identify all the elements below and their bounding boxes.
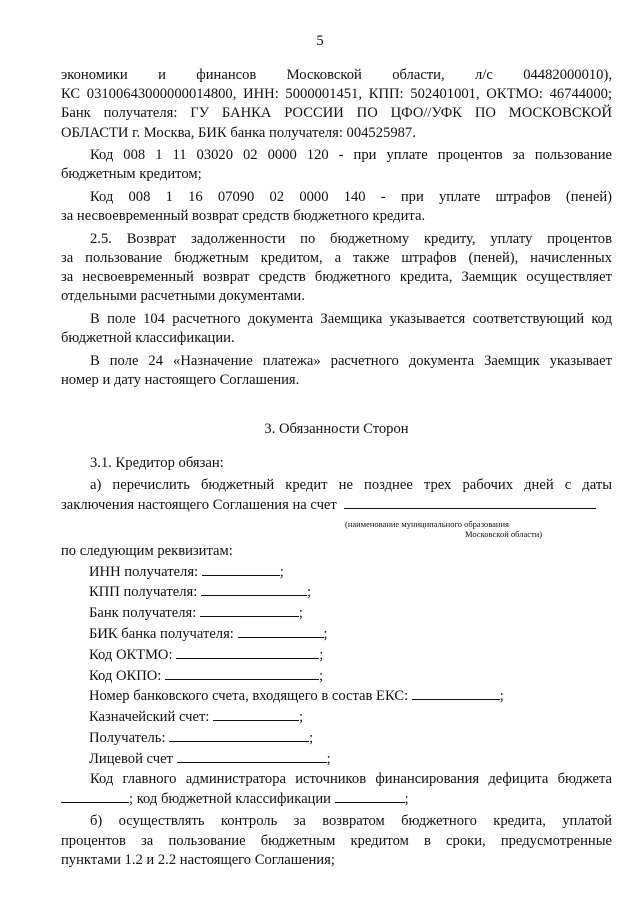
requisite-blank	[177, 749, 327, 763]
text-line: б) осуществлять контроль за возвратом бюджетного кредита, уплатой	[90, 813, 612, 830]
clause-2-5	[61, 230, 612, 307]
requisite-blank	[238, 624, 324, 638]
text-line: бюджетным кредитом;	[61, 166, 202, 183]
requisite-label: Банк получателя:	[89, 605, 197, 622]
requisite-label: Лицевой счет	[89, 750, 173, 767]
admin-code-line	[61, 789, 612, 810]
text-line: за пользование бюджетным кредитом, а также штрафов (пеней), начисленных	[61, 250, 612, 266]
requisite-label: Казначейский счет:	[89, 709, 210, 726]
caption-line: (наименование муниципального образования	[345, 518, 509, 529]
code-penalties	[61, 188, 612, 227]
details-intro: по следующим реквизитам:	[61, 542, 233, 559]
document-body	[61, 66, 612, 870]
text-line: 2.5. Возврат задолженности по бюджетному кредиту, уплату процентов	[90, 230, 612, 247]
separator: ;	[279, 563, 284, 580]
municipality-caption	[345, 519, 612, 539]
requisite-label: ИНН получателя:	[89, 563, 199, 580]
requisite-label: Номер банковского счета, входящего в состав ЕКС:	[89, 688, 409, 705]
text-line: Код 008 1 11 03020 02 0000 120 - при уплате процентов за пользование	[90, 147, 612, 164]
budget-code-blank	[335, 789, 405, 803]
clause-b	[61, 812, 612, 870]
text-line: ; код бюджетной классификации	[129, 790, 331, 807]
code-interest	[61, 146, 612, 185]
section-heading: 3. Обязанности Сторон	[264, 420, 409, 437]
requisite-blank	[165, 666, 319, 680]
requisite-label: Получатель:	[89, 729, 166, 746]
requisite-label: БИК банка получателя:	[89, 625, 234, 642]
requisite-row	[61, 686, 612, 707]
clause-3-1-title: 3.1. Кредитор обязан:	[90, 454, 224, 471]
separator: ;	[319, 667, 324, 684]
text-line: бюджетной классификации.	[61, 330, 235, 347]
text-line: экономики и финансов Московской области, л/с 04482000010),	[61, 67, 612, 83]
caption-line: Московской области)	[465, 528, 543, 539]
separator: ;	[306, 584, 312, 601]
requisite-blank	[169, 728, 309, 742]
admin-code-blank	[61, 789, 129, 803]
requisite-blank	[200, 603, 299, 617]
text-line: В поле 104 расчетного документа Заемщика указывается соответствующий код	[90, 311, 612, 327]
requisite-label: Код ОКПО:	[89, 667, 162, 684]
text-line: за несвоевременный возврат средств бюджетного кредита.	[61, 208, 426, 225]
field-104-paragraph	[61, 310, 612, 349]
text-line: ОБЛАСТИ г. Москва, БИК банка получателя: 004525987.	[61, 124, 416, 141]
separator: ;	[326, 750, 331, 767]
text-line: Банк получателя: ГУ БАНКА РОССИИ ПО ЦФО//УФК ПО МОСКОВСКОЙ	[61, 105, 612, 122]
requisite-blank	[213, 707, 299, 721]
recipient-details	[61, 66, 612, 143]
requisite-blank	[176, 645, 319, 659]
account-line	[61, 495, 612, 516]
text-line: а) перечислить бюджетный кредит не позднее трех рабочих дней с даты	[90, 477, 612, 494]
text-line: Код 008 1 16 07090 02 0000 140 - при уплате штрафов (пеней)	[90, 189, 612, 205]
admin-code-paragraph	[61, 770, 612, 810]
requisite-blank	[201, 582, 307, 596]
text-line: Код главного администратора источников финансирования дефицита бюджета	[90, 770, 612, 787]
requisite-label: Код ОКТМО:	[89, 646, 173, 663]
requisite-row	[61, 562, 612, 583]
requisite-row	[61, 666, 612, 687]
requisite-row	[61, 645, 612, 666]
separator: ;	[298, 605, 303, 622]
text-line: В поле 24 «Назначение платежа» расчетного документа Заемщик указывает	[90, 352, 612, 369]
text-line: номер и дату настоящего Соглашения.	[61, 372, 300, 388]
requisite-row	[61, 728, 612, 749]
separator: ;	[319, 646, 324, 663]
separator: ;	[499, 688, 504, 705]
text-line: процентов за пользование бюджетным кредитом в сроки, предусмотренные	[61, 832, 612, 849]
requisite-row	[61, 749, 612, 770]
requisite-blank	[202, 562, 280, 576]
requisites-list	[61, 562, 612, 770]
field-24-paragraph	[61, 352, 612, 391]
requisite-row	[61, 603, 612, 624]
requisite-row	[61, 582, 612, 603]
separator: ;	[299, 709, 304, 726]
requisite-label: КПП получателя:	[89, 584, 198, 601]
text-line: заключения настоящего Соглашения на счет	[61, 497, 337, 514]
page-number: 5	[316, 33, 324, 49]
account-blank	[344, 495, 596, 509]
separator: ;	[323, 625, 328, 642]
text-line: отдельными расчетными документами.	[61, 288, 305, 305]
separator: ;	[404, 790, 409, 807]
requisite-row	[61, 707, 612, 728]
text-line: за несвоевременный возврат средств бюджетного кредита, Заемщик осуществляет	[61, 269, 612, 286]
requisite-blank	[412, 686, 500, 700]
text-line: КС 03100643000000014800, ИНН: 5000001451, КПП: 502401001, ОКТМО: 46744000;	[61, 86, 612, 103]
requisite-row	[61, 624, 612, 645]
text-line: пунктами 1.2 и 2.2 настоящего Соглашения;	[61, 851, 335, 868]
separator: ;	[309, 729, 314, 746]
